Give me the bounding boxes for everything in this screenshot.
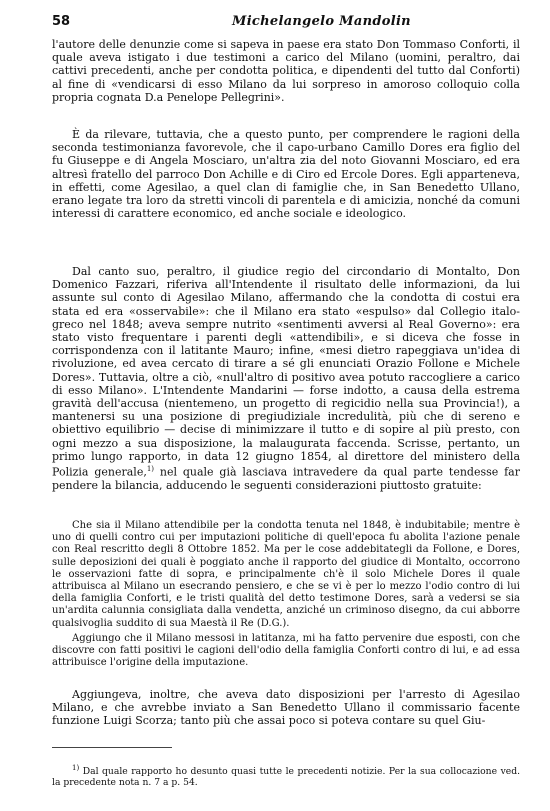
paragraph-1 — [52, 38, 520, 104]
footnote-separator — [52, 747, 172, 748]
quotation-2-text: Aggiungo che il Milano messosi in latitanza, mi ha fatto pervenire due esposti, con che discovre con fatti positivi le cagioni dell'odio della famiglia Conforti contro di lui, e ad essa attribuisce l'origine della imputazione. — [52, 633, 520, 669]
paragraph-3 — [52, 265, 520, 492]
page-header — [52, 14, 520, 34]
paragraph-2 — [52, 128, 520, 220]
footnote — [52, 763, 520, 788]
footnote-reference: 1) — [146, 465, 155, 474]
paragraph-3-main: Dal canto suo, peraltro, il giudice regio del circondario di Montalto, Don Domenico Fazzari, riferiva all'Intendente il risultato delle informazioni, da lui assunte sul conto di Agesilao Milano, affermando che la condotta di costui era stata ed era «osservabile»: che il Milano era stato «espulso» dal Collegio italo-greco nel 1848; aveva sempre nutrito «sentimenti avversi al Real Governo»: era stato visto frequentare i parenti degli «attendibili», e si diceva che fosse in corrispondenza con il latitante Mauro; infine, «mesi dietro rapeggiava un'idea di rivoluzione, ed avea cercato di tirare a sé gli enunciati Orazio Follone e Michele Dores». Tuttavia, oltre a ciò, «null'altro di positivo avea potuto raccogliere a carico di esso Milano». L'Intendente Mandarini — forse indotto, a causa della estrema gravità dell'accusa (nientemeno, un progetto di regicidio nella sua Provincia!), a mantenersi su una posizione di pregiudiziale incredulità, più che di sereno e obiettivo equilibrio — decise di minimizzare il tutto e di sopire al più presto, con ogni mezzo a sua disposizione, la malaugurata faccenda. Scrisse, pertanto, un primo lungo rapporto, in data 12 giugno 1854, al direttore del ministero della Polizia generale, — [52, 265, 520, 479]
running-title: Michelangelo Mandolin — [232, 14, 411, 29]
quotation-1-text: Che sia il Milano attendibile per la condotta tenuta nel 1848, è indubitabile; mentre è uno di quelli contro cui per imputazioni politiche di quell'epoca fu abolita l'azione penale con Real rescritto degli 8 Ottobre 1852. Ma per le cose addebitategli da Follone, e Dores, sulle deposizioni dei quali è poggiato anche il rapporto del giudice di Montalto, occorrono le osservazioni fatte di sopra, e principalmente ch'è il solo Michele Dores il quale attribuisca al Milano un esecrando pensiero, e che se vi è per lo mezzo l'odio contro di lui della famiglia Conforti, e le tristi qualità del detto testimone Dores, sarà a vedersi se sia un'ardita calunnia consigliata dalla vendetta, anziché un criminoso disegno, da cui abborre qualsivoglia suddito di sua Maestà il Re (D.G.). — [52, 520, 520, 629]
quotation-2 — [52, 633, 520, 670]
quotation-1 — [52, 520, 520, 630]
paragraph-3-tail: nel quale già lasciava intravedere da qual parte tendesse far pendere la bilancia, adducendo le seguenti considerazioni piuttosto gratuite: — [52, 465, 521, 492]
page-number: 58 — [52, 14, 71, 29]
footnote-body: Dal quale rapporto ho desunto quasi tutte le precedenti notizie. Per la sua collocazione ved. la precedente nota n. 7 a p. 54. — [52, 766, 520, 789]
paragraph-3-text — [52, 265, 520, 492]
paragraph-4 — [52, 688, 520, 728]
paragraph-4-text: Aggiungeva, inoltre, che aveva dato disposizioni per l'arresto di Agesilao Milano, e che avrebbe inviato a San Benedetto Ullano il commissario facente funzione Luigi Scorza; tanto più che assai poco si poteva contare su quel Giu- — [52, 688, 520, 728]
paragraph-2-text: È da rilevare, tuttavia, che a questo punto, per comprendere le ragioni della seconda testimonianza favorevole, che il capo-urbano Camillo Dores era figlio del fu Giuseppe e di Angela Mosciaro, un'altra zia del noto Giovanni Mosciaro, ed era altresì fratello del parroco Don Achille e di Ciro ed Ercole Dores. Egli apparteneva, in effetti, come Agesilao, a quel clan di famiglie che, in San Benedetto Ullano, erano legate tra loro da stretti vincoli di parentela e di amicizia, nonché da comuni interessi di carattere economico, ed anche sociale e ideologico. — [52, 128, 520, 221]
paragraph-1-text: l'autore delle denunzie come si sapeva in paese era stato Don Tommaso Conforti, il quale aveva istigato i due testimoni a carico del Milano (uomini, peraltro, dai cattivi precedenti, anche per condotta politica, e dipendenti del tutto dal Conforti) al fine di «vendicarsi di esso Milano da lui sorpreso in amoroso colloquio colla propria cognata D.a Penelope Pellegrini». — [52, 38, 520, 104]
footnote-marker: 1) — [72, 764, 80, 772]
footnote-text — [52, 763, 520, 788]
